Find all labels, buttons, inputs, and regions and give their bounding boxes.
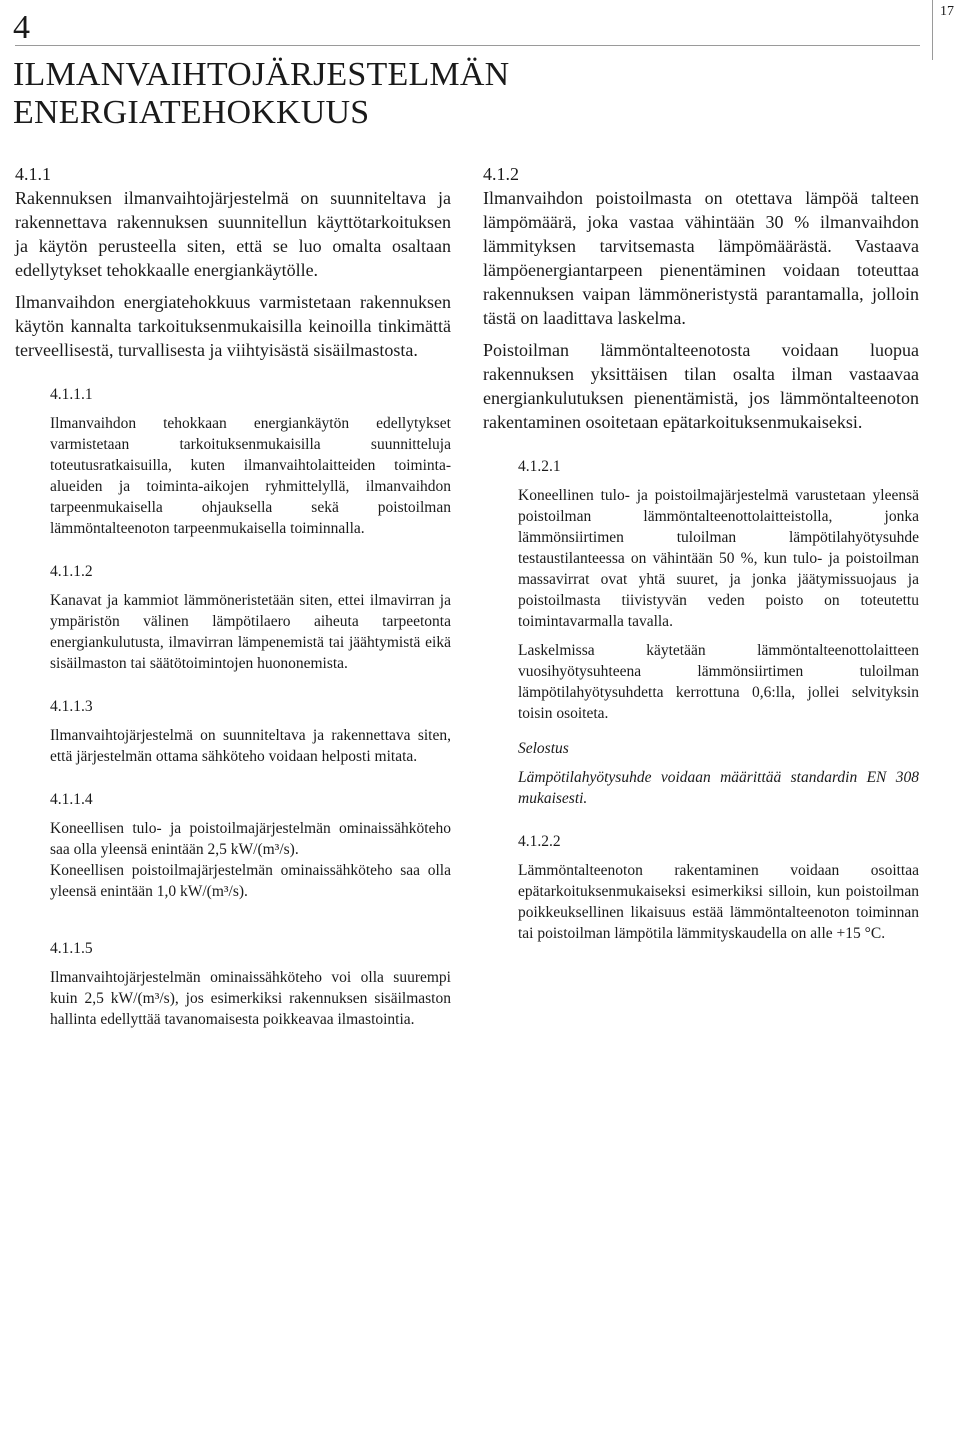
note-heading: Selostus	[518, 740, 569, 757]
section-number-4-1-1-2: 4.1.1.2	[50, 563, 93, 580]
section-4-1-1-3-paragraph: Ilmanvaihtojärjestelmä on suunniteltava ja rakennettava siten, että järjestelmän ottama sähköteho voidaan helposti mitata.	[50, 727, 451, 765]
chapter-title-line: ENERGIATEHOKKUUS	[13, 94, 370, 131]
section-4-1-1-4-paragraph-1: Koneellisen tulo- ja poistoilmajärjestelmän ominaissähköteho saa olla yleensä enintään 2,5 kW/(m³/s).	[50, 820, 451, 858]
note-text: Lämpötilahyötysuhde voidaan määrittää standardin EN 308 mukaisesti.	[518, 769, 919, 807]
right-column	[483, 162, 919, 944]
section-4-1-2-1-paragraph-2: Laskelmissa käytetään lämmöntalteenottolaitteen vuosihyötysuhteena lämmönsiirtimen tuloilman lämpötilahyötysuhdetta kerrottuna 0,6:lla, jollei selvityksin toisin osoiteta.	[518, 642, 919, 722]
section-4-1-2-paragraph-1: Ilmanvaihdon poistoilmasta on otettava lämpöä talteen lämpömäärä, joka vastaa vähintään 30 % ilmanvaihdon lämmityksen tarvitsemasta lämpömäärästä. Vastaava lämpöenergiantarpeen pienentäminen voidaan toteuttaa rakennuksen vaipan lämmöneristystä parantamalla, jolloin tästä on laadittava laskelma.	[483, 188, 919, 328]
chapter-number: 4	[13, 9, 30, 46]
chapter-title	[13, 56, 509, 132]
section-number-4-1-1: 4.1.1	[15, 164, 51, 184]
page-number: 17	[940, 4, 954, 19]
page-corner-rule	[932, 0, 933, 60]
left-column	[15, 162, 451, 1030]
section-number-4-1-2-1: 4.1.2.1	[518, 458, 561, 475]
section-4-1-1-1-paragraph: Ilmanvaihdon tehokkaan energiankäytön edellytykset varmistetaan tarkoituksenmukaisilla suunnitteluja toteutusratkaisuilla, kuten ilmanvaihtolaitteiden toiminta-alueiden ja toiminta-aikojen ryhmittelyllä, ilmanvaihdon tarpeenmukaisella ohjauksella sekä poistoilman lämmöntalteenoton tarpeenmukaisella toiminnalla.	[50, 415, 451, 537]
section-number-4-1-1-5: 4.1.1.5	[50, 940, 93, 957]
section-4-1-1-4-paragraph-2: Koneellisen poistoilmajärjestelmän ominaissähköteho saa olla yleensä enintään 1,0 kW/(m³/s).	[50, 862, 451, 900]
section-number-4-1-2: 4.1.2	[483, 164, 519, 184]
header-rule	[15, 45, 920, 46]
section-number-4-1-1-1: 4.1.1.1	[50, 386, 93, 403]
section-4-1-1-2-paragraph: Kanavat ja kammiot lämmöneristetään siten, ettei ilmavirran ja ympäristön välinen lämpötilaero aiheuta tarpeetonta energiankulutusta, ilmavirran lämpenemistä tai jäähtymistä eikä sisäilmaston tai säätötoimintojen huononemista.	[50, 592, 451, 672]
section-4-1-2-1-paragraph-1: Koneellinen tulo- ja poistoilmajärjestelmä varustetaan yleensä poistoilman lämmöntalteenottolaitteistolla, jonka lämmönsiirtimen tuloilman lämpötilahyötysuhde testaustilanteessa on vähintään 50 %, kun tulo- ja poistoilman massavirrat ovat yhtä suuret, ja jonka jäätymissuojaus ja poistoilmasta tiivistyvän veden poisto on toteutettu toimintavarmalla tavalla.	[518, 487, 919, 630]
chapter-title-line: ILMANVAIHTOJÄRJESTELMÄN	[13, 56, 510, 93]
section-number-4-1-1-4: 4.1.1.4	[50, 791, 93, 808]
section-4-1-1-5-paragraph: Ilmanvaihtojärjestelmän ominaissähköteho voi olla suurempi kuin 2,5 kW/(m³/s), jos esimerkiksi rakennuksen sisäilmaston hallinta edellyttää tavanomaisesta poikkeavaa ilmastointia.	[50, 969, 451, 1028]
section-4-1-1-paragraph-2: Ilmanvaihdon energiatehokkuus varmistetaan rakennuksen käytön kannalta tarkoituksenmukaisilla keinoilla tinkimättä terveellisestä, turvallisesta ja viihtyisästä sisäilmastosta.	[15, 292, 451, 360]
section-4-1-2-paragraph-2: Poistoilman lämmöntalteenotosta voidaan luopua rakennuksen yksittäisen tilan osalta ilman vastaavaa energiankulutuksen pienentämistä, jos lämmöntalteenoton rakentaminen osoitetaan epätarkoituksenmukaiseksi.	[483, 340, 919, 432]
section-4-1-1-paragraph-1: Rakennuksen ilmanvaihtojärjestelmä on suunniteltava ja rakennettava rakennuksen suunnitellun käyttötarkoituksen ja käytön perusteella siten, että se luo omalta osaltaan edellytykset tehokkaalle energiankäytölle.	[15, 188, 451, 280]
section-number-4-1-2-2: 4.1.2.2	[518, 833, 561, 850]
section-4-1-2-2-paragraph: Lämmöntalteenoton rakentaminen voidaan osoittaa epätarkoituksenmukaiseksi esimerkiksi silloin, kun poistoilman poikkeuksellinen likaisuus estää lämmöntalteenoton toiminnan tai poistoilman lämpötila lämmityskaudella on alle +15 °C.	[518, 862, 919, 942]
section-number-4-1-1-3: 4.1.1.3	[50, 698, 93, 715]
